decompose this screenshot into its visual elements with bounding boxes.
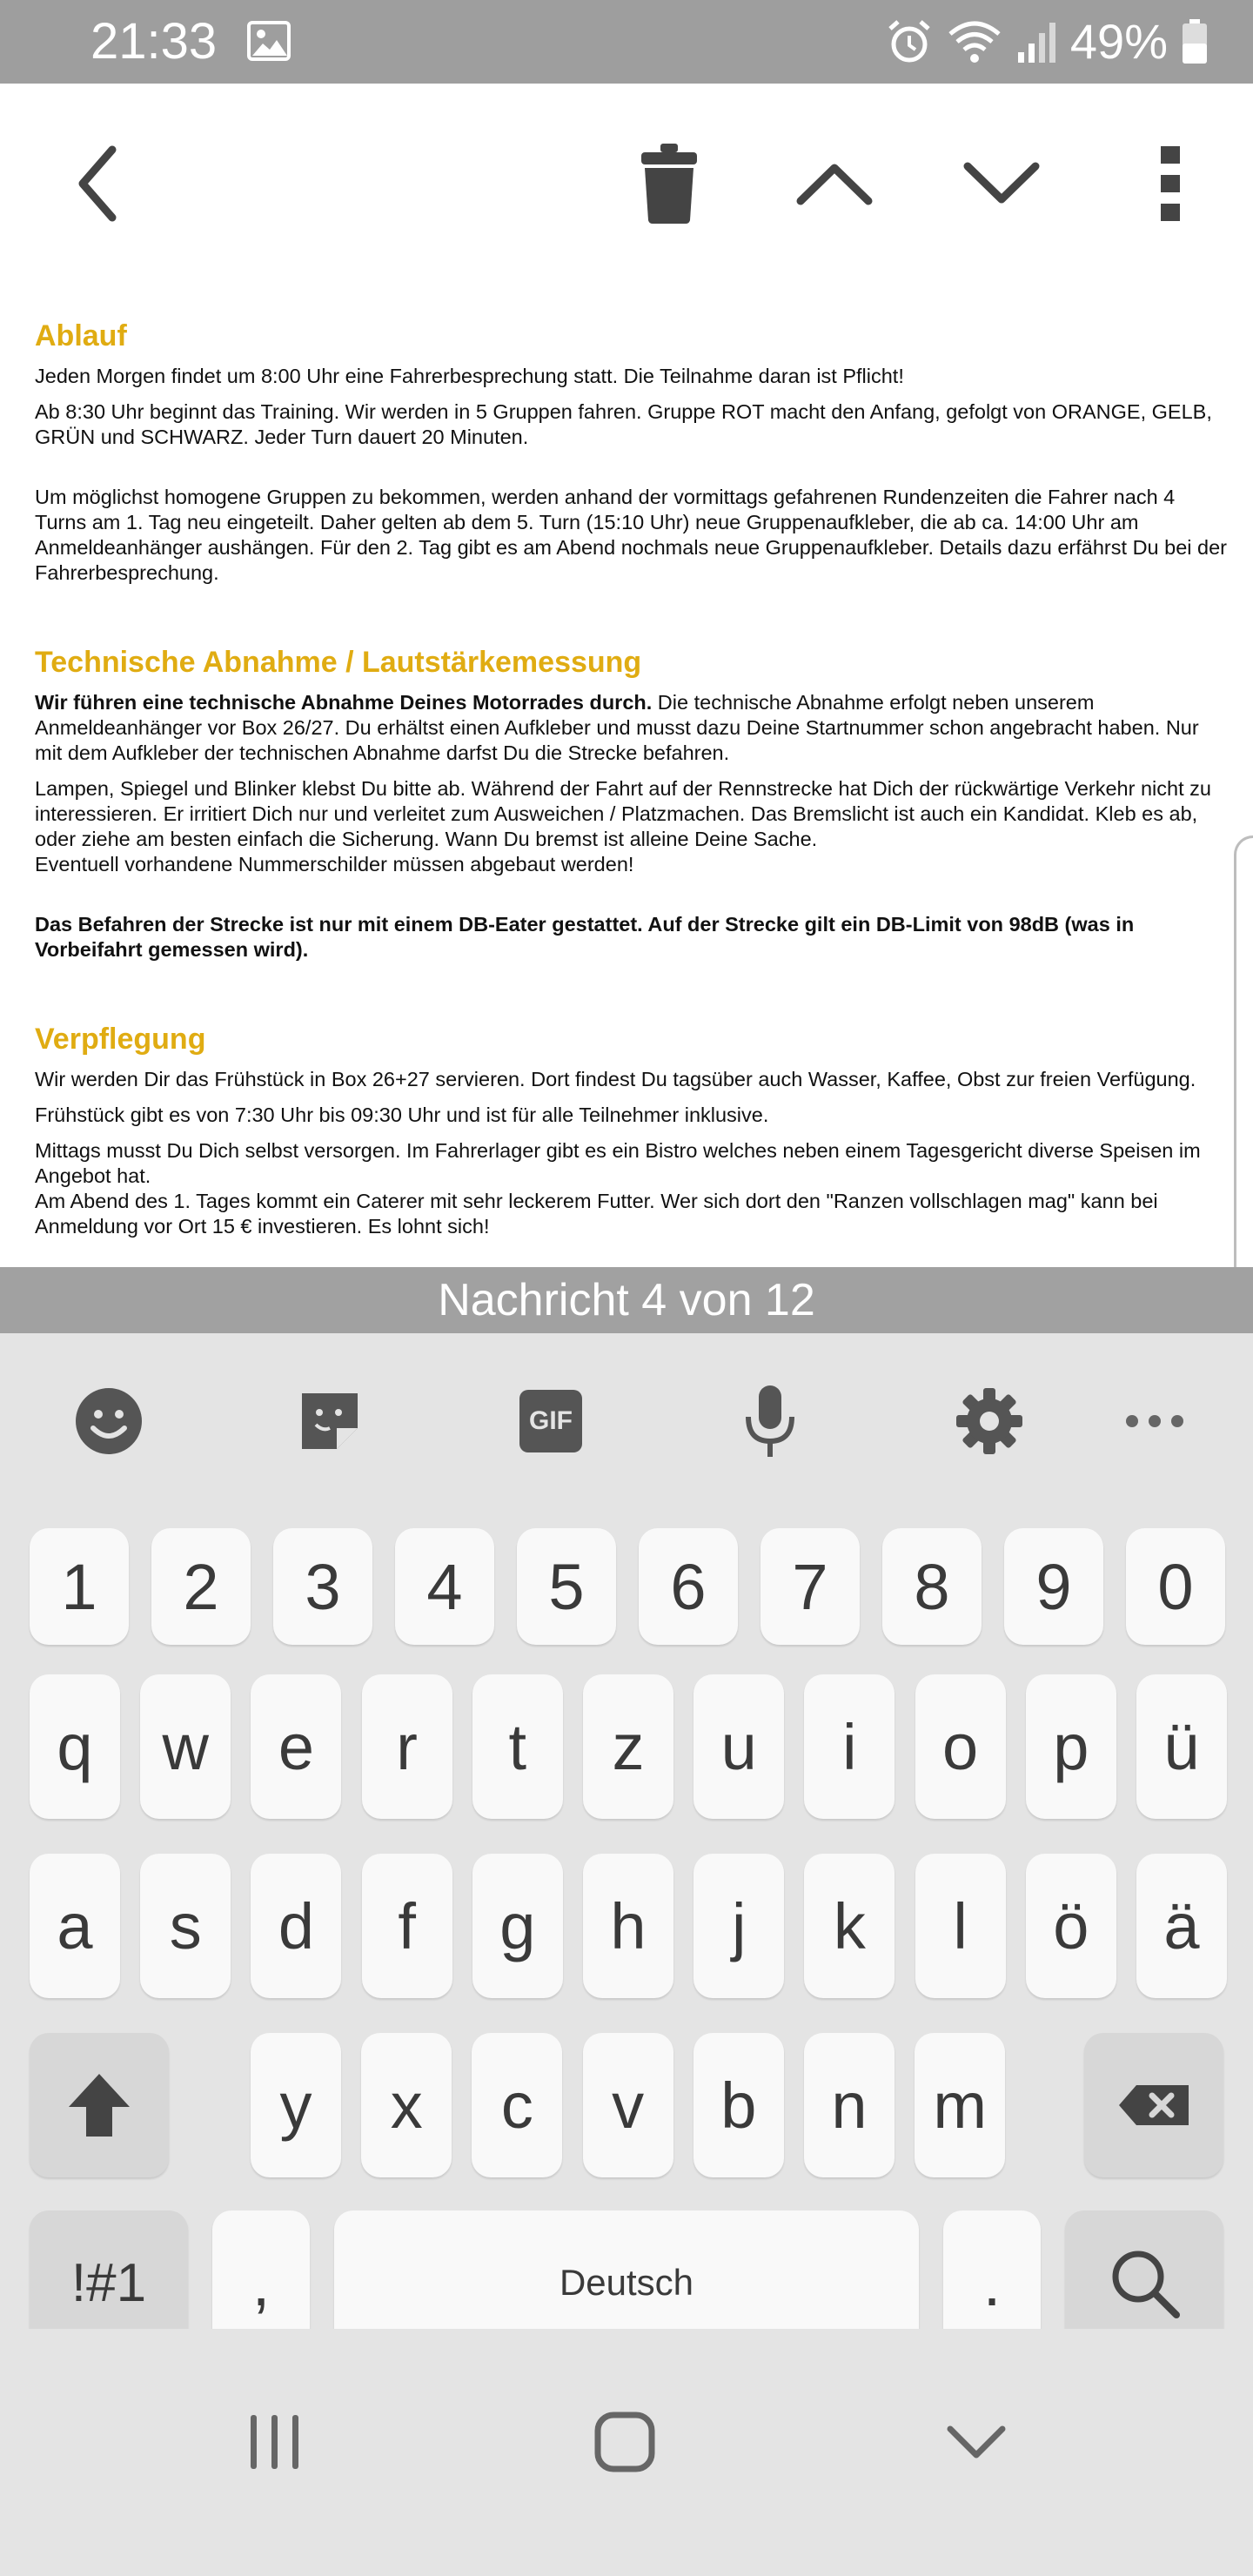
navigation-bar (0, 2329, 1253, 2576)
technik-paragraph-4-bold: Das Befahren der Strecke ist nur mit einem DB-Eater gestattet. Auf der Strecke gilt ein DB-Limit von 98dB (was in Vorbeifahrt gemessen wird). (35, 913, 1135, 961)
key-ä[interactable]: ä (1136, 1854, 1227, 1998)
key-6[interactable]: 6 (639, 1528, 738, 1645)
settings-icon (955, 1386, 1024, 1456)
backspace-key[interactable] (1084, 2033, 1223, 2177)
heading-verpflegung: Verpflegung (35, 1023, 206, 1056)
period-key[interactable]: . (943, 2210, 1041, 2355)
key-4[interactable]: 4 (395, 1528, 494, 1645)
hide-keyboard-button[interactable] (924, 2390, 1029, 2494)
key-u[interactable]: u (694, 1674, 784, 1819)
edge-panel-handle[interactable] (1234, 835, 1253, 1267)
image-icon (247, 21, 291, 61)
hide-keyboard-icon (945, 2422, 1008, 2462)
technik-paragraph-1-bold: Wir führen eine technische Abnahme Deines Motorrades durch. (35, 691, 653, 714)
key-n[interactable]: n (804, 2033, 895, 2177)
key-i[interactable]: i (804, 1674, 895, 1819)
backspace-icon (1117, 2083, 1190, 2127)
key-j[interactable]: j (694, 1854, 784, 1998)
previous-icon (795, 158, 874, 210)
technik-paragraph-1-rest: Die technische Abnahme erfolgt neben unserem Anmeldeanhänger vor Box 26/27. Du erhältst einen Aufkleber und musst dazu Deine Startnummer schon angebracht haben. Nur mit dem Aufkleber der technischen Abnahme darfst Du die Strecke befahren. (35, 691, 1199, 764)
key-v[interactable]: v (583, 2033, 673, 2177)
comma-key[interactable]: , (212, 2210, 310, 2355)
key-m[interactable]: m (915, 2033, 1005, 2177)
key-ü[interactable]: ü (1136, 1674, 1227, 1819)
technik-paragraph-1 (35, 690, 1227, 766)
key-q[interactable]: q (30, 1674, 120, 1819)
key-w[interactable]: w (140, 1674, 231, 1819)
shift-key[interactable] (30, 2033, 169, 2177)
key-b[interactable]: b (694, 2033, 784, 2177)
emoji-button[interactable] (70, 1382, 148, 1460)
message-counter: Nachricht 4 von 12 (0, 1267, 1253, 1333)
key-s[interactable]: s (140, 1854, 231, 1998)
status-bar (0, 0, 1253, 84)
heading-ablauf: Ablauf (35, 319, 127, 352)
key-k[interactable]: k (804, 1854, 895, 1998)
verpflegung-paragraph-2: Frühstück gibt es von 7:30 Uhr bis 09:30 Uhr und ist für alle Teilnehmer inklusive. (35, 1104, 769, 1126)
key-l[interactable]: l (915, 1854, 1006, 1998)
shift-icon (67, 2072, 131, 2138)
key-9[interactable]: 9 (1004, 1528, 1103, 1645)
technik-paragraph-4 (35, 912, 1227, 963)
key-a[interactable]: a (30, 1854, 120, 1998)
gif-button[interactable] (512, 1382, 590, 1460)
key-ö[interactable]: ö (1026, 1854, 1116, 1998)
key-y[interactable]: y (251, 2033, 341, 2177)
key-g[interactable]: g (472, 1854, 563, 1998)
delete-icon (638, 142, 700, 225)
sticker-icon (295, 1386, 365, 1456)
key-8[interactable]: 8 (882, 1528, 982, 1645)
keyboard-settings-button[interactable] (950, 1382, 1029, 1460)
recents-icon (247, 2413, 303, 2471)
keyboard-more-button[interactable] (1116, 1382, 1194, 1460)
key-e[interactable]: e (251, 1674, 341, 1819)
key-p[interactable]: p (1026, 1674, 1116, 1819)
key-7[interactable]: 7 (761, 1528, 860, 1645)
symbols-key[interactable]: !#1 (30, 2210, 188, 2355)
key-h[interactable]: h (583, 1854, 673, 1998)
key-3[interactable]: 3 (273, 1528, 372, 1645)
technik-paragraph-3: Eventuell vorhandene Nummerschilder müssen abgebaut werden! (35, 853, 634, 875)
voice-input-button[interactable] (731, 1382, 809, 1460)
keyboard (0, 1333, 1253, 2329)
key-o[interactable]: o (915, 1674, 1006, 1819)
previous-message-button[interactable] (787, 136, 882, 231)
signal-icon (1016, 19, 1056, 64)
technik-paragraph-2: Lampen, Spiegel und Blinker klebst Du bitte ab. Während der Fahrt auf der Rennstrecke hat Dich der rückwärtige Verkehr nicht zu interessieren. Er irritiert Dich nur und verleitet zum Ausweichen / Platzmachen. Das Bremslicht ist auch ein Kandidat. Kleb es ab, oder ziehe am besten einfach die Sicherung. Wann Du bremst ist alleine Deine Sache. (35, 777, 1211, 850)
gif-label: GIF (529, 1406, 573, 1435)
message-toolbar (0, 84, 1253, 278)
status-time: 21:33 (90, 13, 218, 70)
key-x[interactable]: x (361, 2033, 452, 2177)
heading-technik: Technische Abnahme / Lautstärkemessung (35, 646, 642, 679)
next-message-button[interactable] (954, 136, 1049, 231)
emoji-icon (74, 1386, 144, 1456)
back-icon (72, 144, 124, 223)
back-button[interactable] (50, 136, 146, 231)
more-options-button[interactable] (1122, 136, 1218, 231)
next-icon (962, 158, 1041, 210)
microphone-icon (740, 1382, 801, 1460)
key-5[interactable]: 5 (517, 1528, 616, 1645)
space-key[interactable]: Deutsch (334, 2210, 919, 2355)
key-d[interactable]: d (251, 1854, 341, 1998)
ablauf-paragraph-1: Jeden Morgen findet um 8:00 Uhr eine Fahrerbesprechung statt. Die Teilnahme daran ist Pflicht! (35, 365, 904, 387)
recents-button[interactable] (223, 2390, 327, 2494)
verpflegung-paragraph-3: Mittags musst Du Dich selbst versorgen. Im Fahrerlager gibt es ein Bistro welches neben einem Tagesgericht diverse Speisen im Angebot hat. (35, 1139, 1201, 1187)
message-body[interactable] (0, 278, 1253, 1267)
key-1[interactable]: 1 (30, 1528, 129, 1645)
delete-button[interactable] (621, 136, 717, 231)
key-z[interactable]: z (583, 1674, 673, 1819)
key-2[interactable]: 2 (151, 1528, 251, 1645)
key-c[interactable]: c (472, 2033, 562, 2177)
more-icon (1157, 144, 1183, 223)
key-r[interactable]: r (362, 1674, 452, 1819)
ablauf-paragraph-2: Ab 8:30 Uhr beginnt das Training. Wir werden in 5 Gruppen fahren. Gruppe ROT macht den Anfang, gefolgt von ORANGE, GELB, GRÜN und SCHWARZ. Jeder Turn dauert 20 Minuten. (35, 400, 1212, 448)
key-t[interactable]: t (472, 1674, 563, 1819)
alarm-icon (886, 18, 933, 65)
battery-icon (1182, 19, 1208, 64)
key-0[interactable]: 0 (1126, 1528, 1225, 1645)
ablauf-paragraph-3: Um möglichst homogene Gruppen zu bekommen, werden anhand der vormittags gefahrenen Rundenzeiten die Fahrer nach 4 Turns am 1. Tag neu eingeteilt. Daher gelten ab dem 5. Turn (15:10 Uhr) neue Gruppenaufkleber, die ab ca. 14:00 Uhr am Anmeldeanhänger aushängen. Für den 2. Tag gibt es am Abend nochmals neue Gruppenaufkleber. Details dazu erfährst Du bei der Fahrerbesprechung. (35, 486, 1227, 584)
home-icon (593, 2411, 656, 2473)
more-horizontal-icon (1124, 1412, 1185, 1430)
status-right (886, 12, 1208, 71)
battery-percent: 49% (1069, 14, 1168, 69)
keyboard-toolbar (0, 1333, 1253, 1486)
wifi-icon (947, 18, 1002, 65)
key-f[interactable]: f (362, 1854, 452, 1998)
search-icon (1109, 2247, 1180, 2318)
sticker-button[interactable] (291, 1382, 369, 1460)
verpflegung-paragraph-4: Am Abend des 1. Tages kommt ein Caterer mit sehr leckerem Futter. Wer sich dort den "Ranzen vollschlagen mag" kann bei Anmeldung vor Ort 15 € investieren. Es lohnt sich! (35, 1190, 1158, 1238)
verpflegung-paragraph-1: Wir werden Dir das Frühstück in Box 26+27 servieren. Dort findest Du tagsüber auch Wasser, Kaffee, Obst zur freien Verfügung. (35, 1068, 1196, 1090)
home-button[interactable] (573, 2390, 677, 2494)
